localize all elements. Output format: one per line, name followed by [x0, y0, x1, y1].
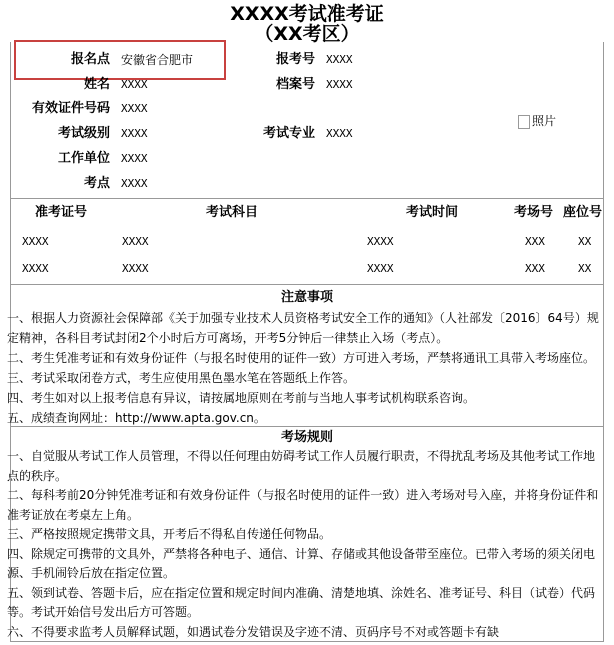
rule-line: 源、手机闹铃后放在指定位置。: [7, 566, 176, 580]
rule-line: 五、领到试卷、答题卡后，应在指定位置和规定时间内准确、清楚地填、涂姓名、准考证号、科目（试卷）代码: [7, 585, 596, 600]
divider: [10, 426, 604, 427]
notices-title: 注意事项: [280, 290, 333, 305]
name-value: XXXX: [121, 78, 148, 91]
table-cell: XXXX: [22, 262, 49, 275]
table-header-subject: 考试科目: [206, 205, 259, 220]
notice-line: 五、成绩查询网址：http://www.apta.gov.cn。: [7, 411, 266, 425]
exam-major-label: 考试专业: [262, 126, 315, 141]
photo-alt-text: 照片: [532, 114, 557, 128]
rule-line: 等。考试开始信号发出后方可答题。: [7, 605, 200, 619]
exam-site-label: 考点: [83, 176, 110, 191]
broken-image-icon: [518, 115, 530, 129]
notice-line: 三、考试采取闭卷方式，考生应使用黑色墨水笔在答题纸上作答。: [7, 371, 356, 385]
rules-body: [7, 447, 604, 642]
work-unit-value: XXXX: [121, 152, 148, 165]
divider: [10, 284, 604, 285]
rules-title: 考场规则: [280, 430, 333, 445]
archive-number-label: 档案号: [275, 77, 315, 92]
notice-line: 二、考生凭准考证和有效身份证件（与报名时使用的证件一致）方可进入考场，严禁将通讯工具带入考场座位。: [7, 351, 596, 365]
notices-body: [7, 308, 604, 428]
application-number-label: 报考号: [275, 52, 315, 67]
exam-level-value: XXXX: [121, 127, 148, 140]
exam-major-value: XXXX: [326, 127, 353, 140]
rule-line: 四、除规定可携带的文具外，严禁将各种电子、通信、计算、存储或其他设备带至座位。已带入考场的须关闭电: [7, 546, 596, 561]
table-cell: XXXX: [122, 262, 149, 275]
archive-number-value: XXXX: [326, 78, 353, 91]
table-cell: XXX: [525, 262, 545, 275]
table-cell: XXX: [525, 235, 545, 248]
registration-point-label: 报名点: [70, 52, 110, 67]
rule-line: 一、自觉服从考试工作人员管理，不得以任何理由妨碍考试工作人员履行职责，不得扰乱考场及其他考试工作地: [7, 449, 596, 463]
notice-line: 定精神，各科目考试封闭2个小时后方可离场，开考5分钟后一律禁止入场（考点）。: [7, 331, 449, 345]
table-cell: XXXX: [367, 262, 394, 275]
table-header-seat: 座位号: [563, 205, 603, 220]
photo: [518, 112, 556, 129]
table-cell: XXXX: [367, 235, 394, 248]
divider: [10, 198, 604, 199]
notice-line: 一、根据人力资源社会保障部《关于加强专业技术人员资格考试安全工作的通知》（人社部发〔2016〕64号）规: [7, 311, 599, 325]
name-label: 姓名: [83, 77, 110, 92]
notice-line: 四、考生如对以上报考信息有异议，请按属地原则在考前与当地人事考试机构联系咨询。: [7, 391, 476, 405]
id-number-value: XXXX: [121, 102, 148, 115]
highlight-box: [14, 40, 226, 80]
id-number-label: 有效证件号码: [31, 101, 110, 116]
table-header-time: 考试时间: [406, 205, 459, 220]
rule-line: 准考证放在考桌左上角。: [7, 507, 140, 522]
table-cell: XXXX: [122, 235, 149, 248]
rule-line: 点的秩序。: [7, 468, 68, 483]
table-header-ticket-number: 准考证号: [35, 205, 88, 220]
work-unit-label: 工作单位: [57, 151, 110, 166]
page-title: XXXX考试准考证: [230, 3, 384, 25]
table-header-room: 考场号: [514, 205, 554, 220]
rule-line: 三、严格按照规定携带文具，开考后不得私自传递任何物品。: [7, 527, 332, 541]
exam-level-label: 考试级别: [57, 126, 110, 141]
page-subtitle: （XX考区）: [254, 23, 360, 45]
exam-site-value: XXXX: [121, 177, 148, 190]
table-cell: XX: [578, 262, 592, 275]
rule-line: 二、每科考前20分钟凭准考证和有效身份证件（与报名时使用的证件一致）进入考场对号入座，并将身份证件和: [7, 488, 599, 502]
table-cell: XX: [578, 235, 592, 248]
application-number-value: XXXX: [326, 53, 353, 66]
registration-point-value: 安徽省合肥市: [121, 53, 194, 67]
rule-line: 六、不得要求监考人员解释试题，如遇试卷分发错误及字迹不清、页码序号不对或答题卡有缺: [7, 624, 500, 639]
table-cell: XXXX: [22, 235, 49, 248]
